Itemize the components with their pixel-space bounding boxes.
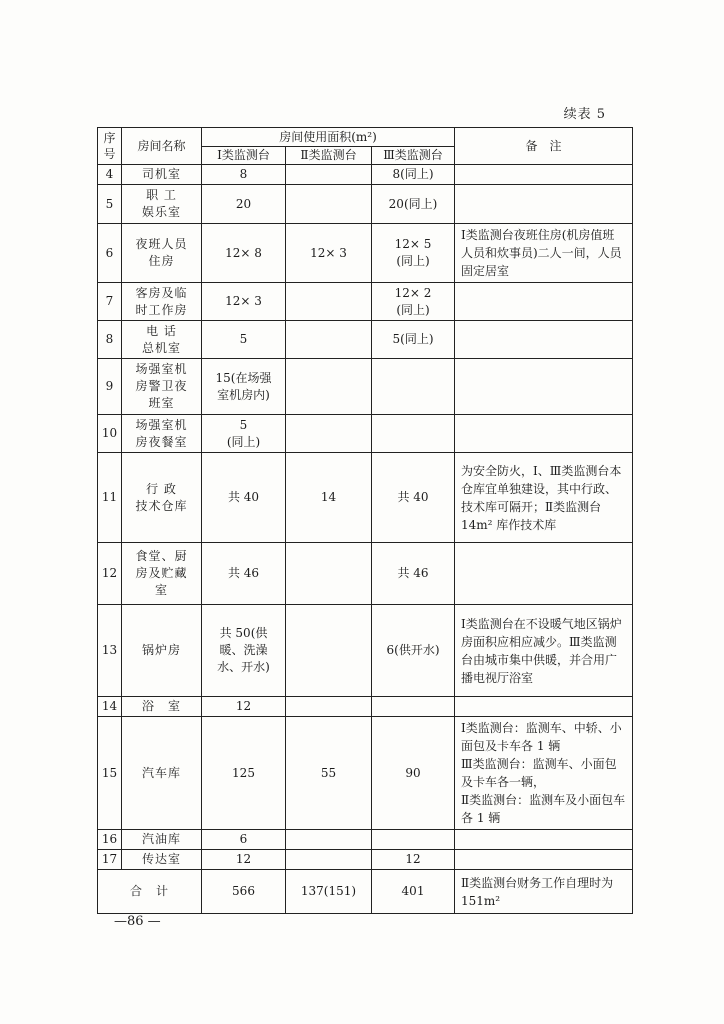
room-name: 客房及临 时工作房 — [122, 283, 202, 321]
table-row — [98, 697, 633, 717]
area-class1: 8 — [202, 165, 286, 185]
area-class1: 5 — [202, 321, 286, 359]
table-row — [98, 224, 633, 283]
row-note — [455, 321, 633, 359]
area-class2 — [286, 830, 372, 850]
area-class1: 共 46 — [202, 543, 286, 605]
row-seq: 17 — [98, 850, 122, 870]
row-seq: 16 — [98, 830, 122, 850]
table-row — [98, 453, 633, 543]
row-seq: 9 — [98, 359, 122, 415]
row-seq: 5 — [98, 185, 122, 224]
row-note — [455, 283, 633, 321]
total-note: Ⅱ类监测台财务工作自理时为 151m² — [455, 870, 633, 914]
table-row — [98, 359, 633, 415]
table-row — [98, 830, 633, 850]
room-name: 司机室 — [122, 165, 202, 185]
header-class3: Ⅲ类监测台 — [372, 147, 455, 165]
row-seq: 13 — [98, 605, 122, 697]
area-class3: 5(同上) — [372, 321, 455, 359]
table-row — [98, 415, 633, 453]
area-class1: 共 40 — [202, 453, 286, 543]
table-row — [98, 543, 633, 605]
row-note — [455, 415, 633, 453]
row-seq: 14 — [98, 697, 122, 717]
row-note — [455, 830, 633, 850]
area-class2 — [286, 359, 372, 415]
row-note: Ⅰ类监测台夜班住房(机房值班人员和炊事员)二人一间，人员固定居室 — [455, 224, 633, 283]
row-note — [455, 185, 633, 224]
row-seq: 12 — [98, 543, 122, 605]
area-class3: 12 — [372, 850, 455, 870]
total-class3: 401 — [372, 870, 455, 914]
area-class3: 共 46 — [372, 543, 455, 605]
row-note — [455, 850, 633, 870]
table-row — [98, 321, 633, 359]
area-class3: 8(同上) — [372, 165, 455, 185]
area-class3 — [372, 830, 455, 850]
row-seq: 6 — [98, 224, 122, 283]
area-class3 — [372, 697, 455, 717]
room-name: 职 工 娱乐室 — [122, 185, 202, 224]
area-class1: 6 — [202, 830, 286, 850]
header-area-group: 房间使用面积(m²) — [202, 128, 455, 147]
room-name: 传达室 — [122, 850, 202, 870]
area-class2 — [286, 543, 372, 605]
room-name: 汽车库 — [122, 717, 202, 830]
table-row — [98, 717, 633, 830]
area-class2: 14 — [286, 453, 372, 543]
area-class2 — [286, 185, 372, 224]
area-class3 — [372, 359, 455, 415]
page-number: —86 — — [114, 914, 161, 929]
area-class1: 12× 8 — [202, 224, 286, 283]
header-class2: Ⅱ类监测台 — [286, 147, 372, 165]
header-seq: 序号 — [98, 128, 122, 165]
area-class3: 12× 5 (同上) — [372, 224, 455, 283]
area-class1: 共 50(供 暖、洗澡 水、开水) — [202, 605, 286, 697]
row-seq: 7 — [98, 283, 122, 321]
area-class2 — [286, 165, 372, 185]
area-class1: 12 — [202, 850, 286, 870]
area-class2 — [286, 605, 372, 697]
area-class3: 90 — [372, 717, 455, 830]
row-seq: 4 — [98, 165, 122, 185]
table-row — [98, 185, 633, 224]
area-class3: 6(供开水) — [372, 605, 455, 697]
room-name: 行 政 技术仓库 — [122, 453, 202, 543]
row-seq: 15 — [98, 717, 122, 830]
row-note: Ⅰ类监测台：监测车、中轿、小面包及卡车各 1 辆 Ⅲ类监测台：监测车、小面包及卡车各一辆， Ⅱ类监测台：监测车及小面包车各 1 辆 — [455, 717, 633, 830]
total-class1: 566 — [202, 870, 286, 914]
area-class2 — [286, 415, 372, 453]
header-room-name: 房间名称 — [122, 128, 202, 165]
total-row — [98, 870, 633, 914]
total-label: 合 计 — [98, 870, 202, 914]
row-note — [455, 359, 633, 415]
header-note: 备 注 — [455, 128, 633, 165]
area-class1: 12 — [202, 697, 286, 717]
room-name: 夜班人员 住房 — [122, 224, 202, 283]
area-class2 — [286, 697, 372, 717]
area-class2: 55 — [286, 717, 372, 830]
header-class1: Ⅰ类监测台 — [202, 147, 286, 165]
table-row — [98, 605, 633, 697]
area-class1: 20 — [202, 185, 286, 224]
continued-table-label: 续表 5 — [563, 107, 606, 122]
row-note — [455, 697, 633, 717]
room-name: 场强室机 房夜餐室 — [122, 415, 202, 453]
area-class1: 15(在场强 室机房内) — [202, 359, 286, 415]
row-seq: 10 — [98, 415, 122, 453]
table-row — [98, 850, 633, 870]
room-name: 浴 室 — [122, 697, 202, 717]
table-row — [98, 283, 633, 321]
row-seq: 8 — [98, 321, 122, 359]
row-note — [455, 165, 633, 185]
room-name: 电 话 总机室 — [122, 321, 202, 359]
area-class1: 125 — [202, 717, 286, 830]
row-seq: 11 — [98, 453, 122, 543]
area-class2 — [286, 283, 372, 321]
room-area-table — [97, 127, 633, 914]
row-note — [455, 543, 633, 605]
area-class3: 12× 2 (同上) — [372, 283, 455, 321]
room-name: 锅炉房 — [122, 605, 202, 697]
room-name: 食堂、厨 房及贮藏 室 — [122, 543, 202, 605]
area-class2: 12× 3 — [286, 224, 372, 283]
area-class3: 共 40 — [372, 453, 455, 543]
area-class3 — [372, 415, 455, 453]
total-class2: 137(151) — [286, 870, 372, 914]
area-class2 — [286, 850, 372, 870]
room-name: 场强室机 房警卫夜 班室 — [122, 359, 202, 415]
area-class1: 12× 3 — [202, 283, 286, 321]
area-class2 — [286, 321, 372, 359]
room-name: 汽油库 — [122, 830, 202, 850]
area-class3: 20(同上) — [372, 185, 455, 224]
row-note: 为安全防火，Ⅰ、Ⅲ类监测台本仓库宜单独建设，其中行政、技术库可隔开；Ⅱ类监测台 14m² 库作技术库 — [455, 453, 633, 543]
table-row — [98, 165, 633, 185]
area-class1: 5 (同上) — [202, 415, 286, 453]
row-note: Ⅰ类监测台在不设暖气地区锅炉房面积应相应减少。Ⅲ类监测台由城市集中供暖，并合用广播电视厅浴室 — [455, 605, 633, 697]
